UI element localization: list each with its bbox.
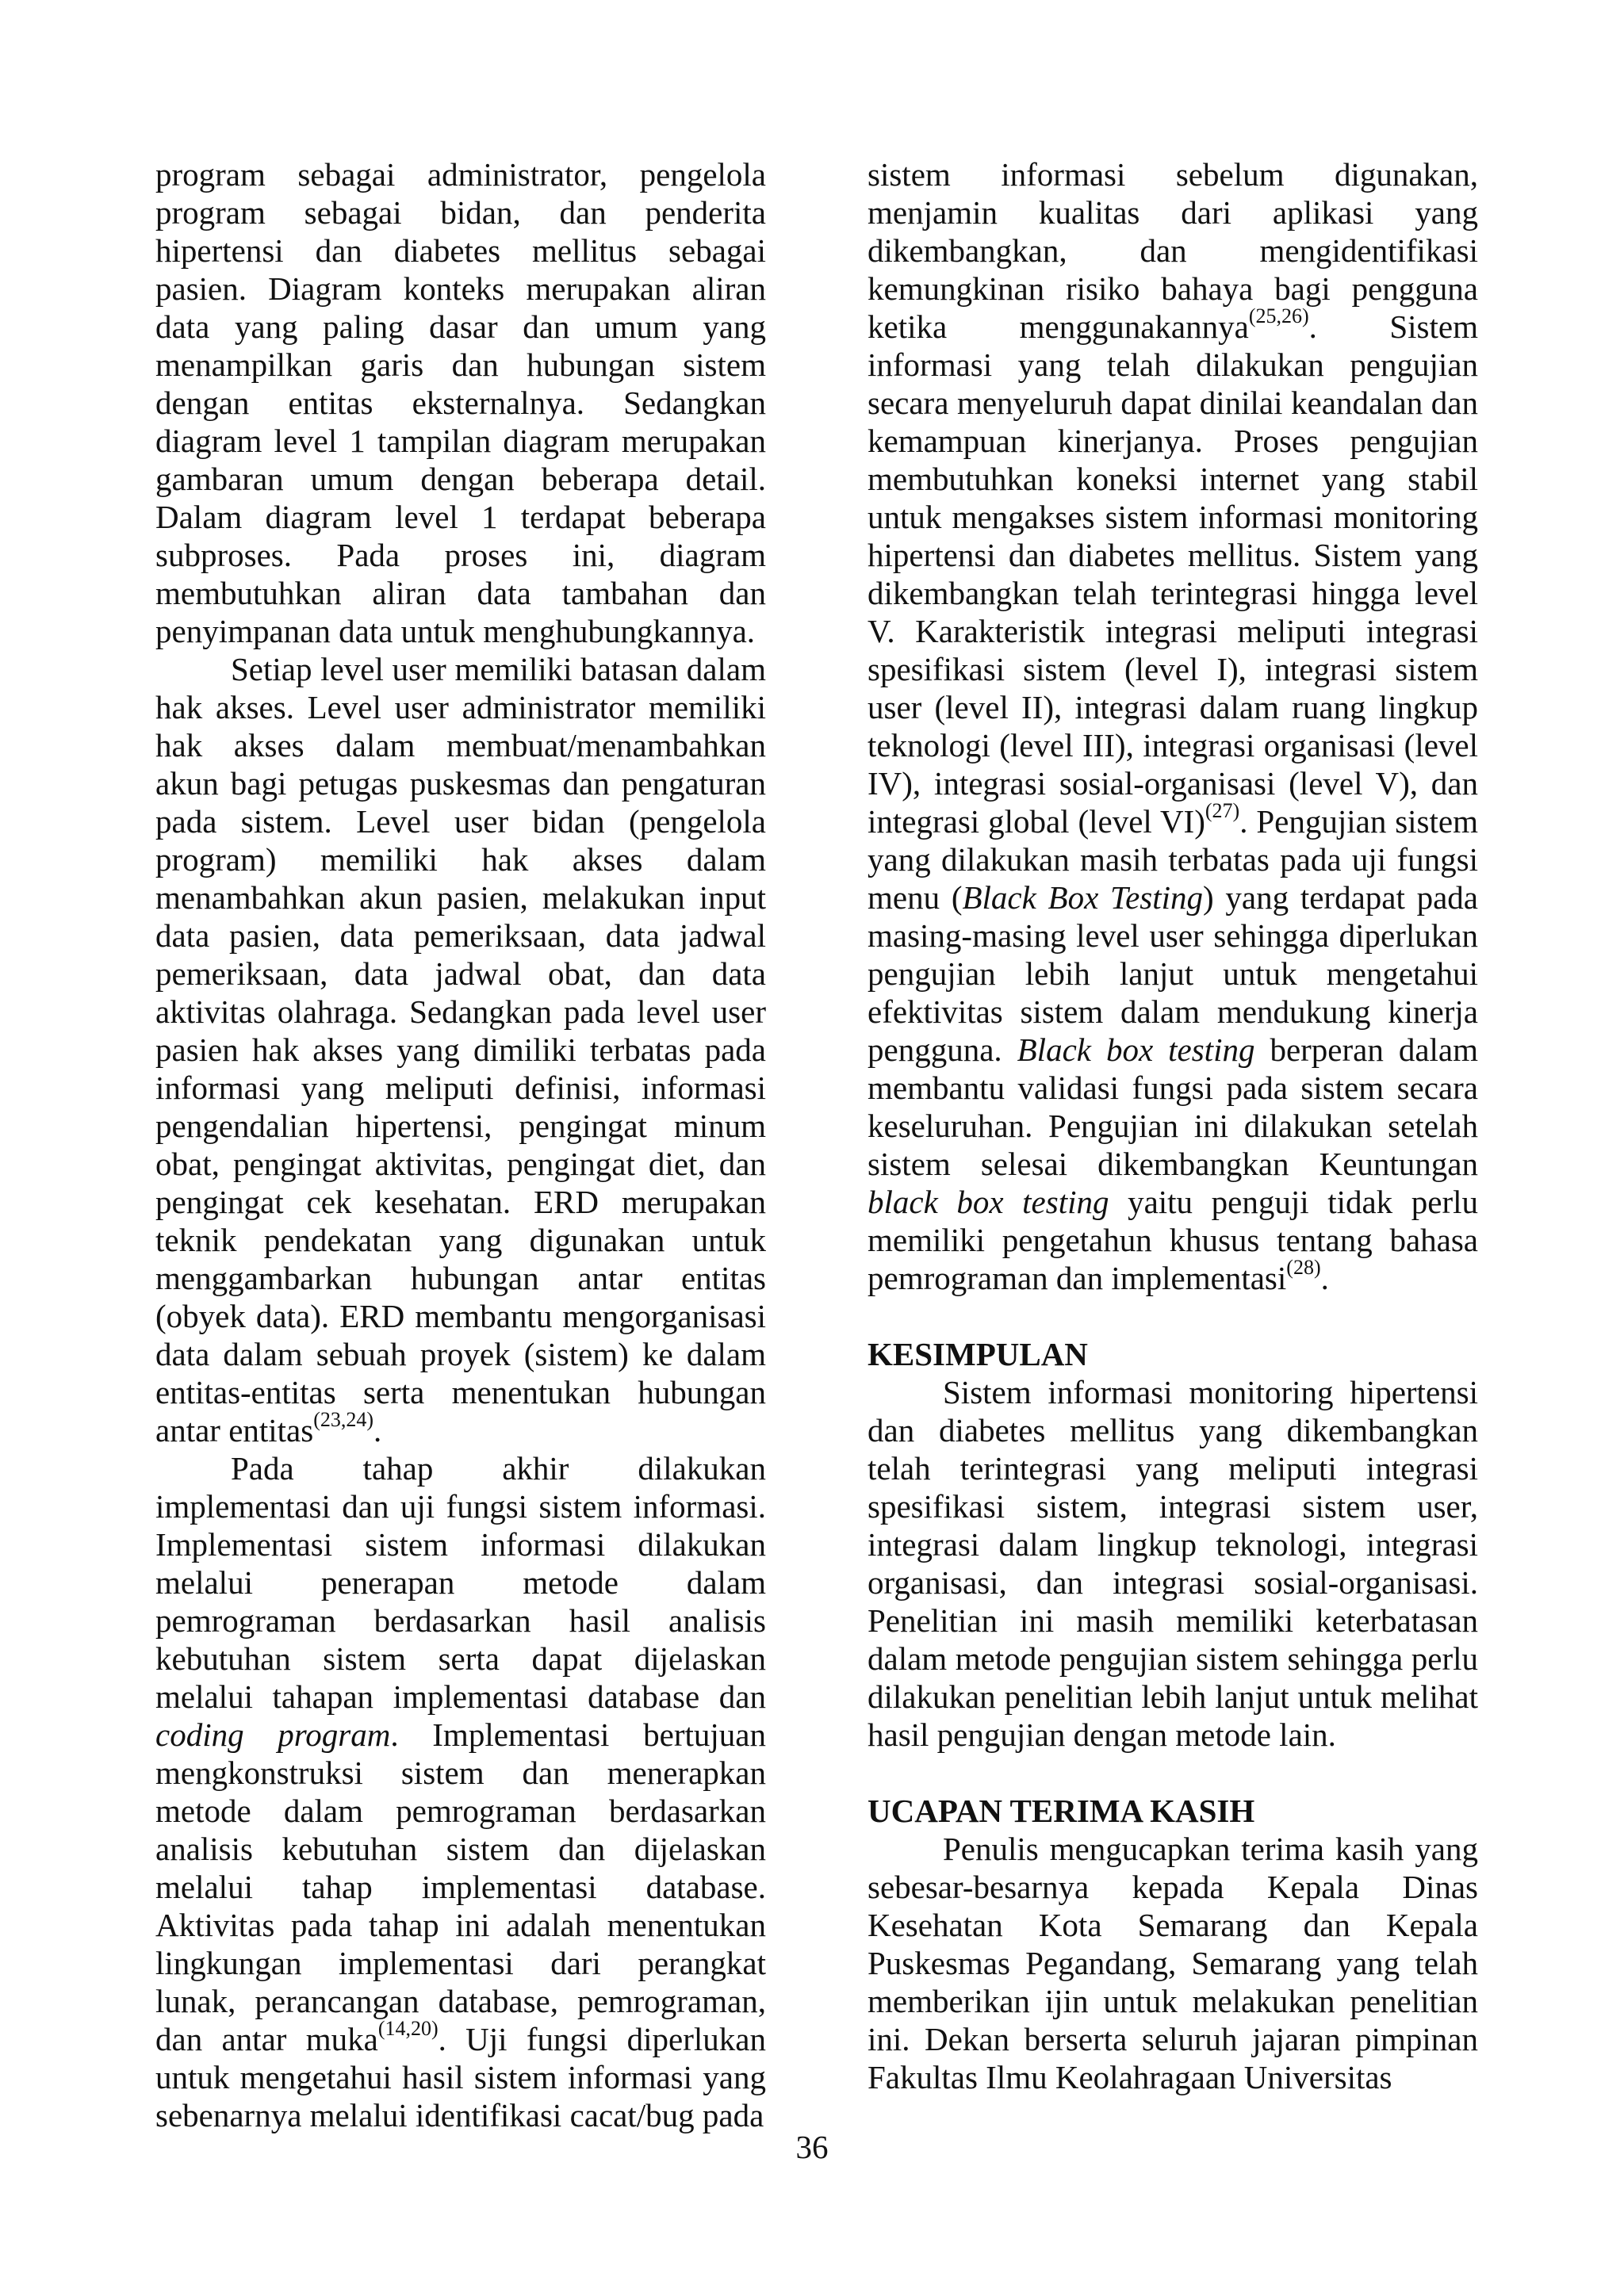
heading-ucapan-terima-kasih: UCAPAN TERIMA KASIH bbox=[868, 1793, 1255, 1829]
italic-term: coding program bbox=[155, 1716, 391, 1753]
paragraph-text: berperan dalam membantu validasi fungsi pada sistem secara keseluruhan. Pengujian ini dilakukan setelah sistem selesai dikembangkan Keuntungan bbox=[868, 1031, 1479, 1182]
italic-term: Black box testing bbox=[1017, 1031, 1255, 1068]
paragraph-text: sistem informasi sebelum digunakan, menjamin kualitas dari aplikasi yang dikembangkan, dan mengidentifikasi kemungkinan risiko bahaya bagi pengguna ketika menggunakannya bbox=[868, 156, 1478, 345]
paragraph-text: . Uji fungsi diperlukan untuk mengetahui hasil sistem informasi yang sebenarnya melalui identifikasi cacat/bug pada bbox=[155, 2021, 766, 2133]
citation: (27) bbox=[1205, 799, 1240, 823]
heading-kesimpulan: KESIMPULAN bbox=[868, 1336, 1088, 1372]
paragraph-diagram-description bbox=[155, 155, 766, 650]
paragraph-text: . Pengujian sistem yang dilakukan masih terbatas pada uji fungsi menu ( bbox=[868, 803, 1478, 916]
paragraph-text: . Sistem informasi yang telah dilakukan pengujian secara menyeluruh dapat dinilai keandalan dan kemampuan kinerjanya. Proses pengujian membutuhkan koneksi internet yang stabil untuk mengakses sistem informasi monitoring hipertensi dan diabetes mellitus. Sistem yang dikembangkan telah terintegrasi hingga level V. Karakteristik integrasi meliputi integrasi spesifikasi sistem (level I), integrasi sistem user (level II), integrasi dalam ruang lingkup teknologi (level III), integrasi organisasi (level IV), integrasi sosial-organisasi (level V), dan integrasi global (level VI) bbox=[868, 308, 1478, 840]
paragraph-text: ) yang terdapat pada masing-masing level user sehingga diperlukan pengujian lebih lanjut untuk mengetahui efektivitas sistem dalam mendukung kinerja pengguna. bbox=[868, 879, 1478, 1068]
citation: (23,24) bbox=[313, 1408, 374, 1432]
paragraph-testing bbox=[868, 155, 1478, 1297]
paragraph-text: Pada tahap akhir dilakukan implementasi dan uji fungsi sistem informasi. Implementasi sistem informasi dilakukan melalui penerapan metode dalam pemrograman berdasarkan hasil analisis kebutuhan sistem serta dapat dijelaskan melalui tahapan implementasi database dan bbox=[155, 1450, 766, 1715]
section-spacer bbox=[868, 1297, 1478, 1335]
page-number: 36 bbox=[795, 2129, 829, 2165]
paragraph-user-levels bbox=[155, 650, 766, 1449]
paragraph-text: yaitu penguji tidak perlu memiliki pengetahun khusus tentang bahasa pemrograman dan implementasi bbox=[868, 1184, 1478, 1296]
left-column bbox=[155, 155, 766, 2134]
paragraph-ucapan: Penulis mengucapkan terima kasih yang sebesar-besarnya kepada Kepala Dinas Kesehatan Kota Semarang dan Kepala Puskesmas Pegandang, Semarang yang telah memberikan ijin untuk melakukan penelitian ini. Dekan berserta seluruh jajaran pimpinan Fakultas Ilmu Keolahragaan Universitas bbox=[868, 1831, 1478, 2095]
paragraph-end: . bbox=[373, 1412, 382, 1448]
section-spacer bbox=[868, 1754, 1478, 1792]
paragraph-text: . Implementasi bertujuan mengkonstruksi sistem dan menerapkan metode dalam pemrograman berdasarkan analisis kebutuhan sistem dan dijelaskan melalui tahap implementasi database. Aktivitas pada tahap ini adalah menentukan lingkungan implementasi dari perangkat lunak, perancangan database, pemrograman, dan antar muka bbox=[155, 1716, 766, 2057]
citation: (25,26) bbox=[1248, 304, 1309, 328]
italic-term: Black Box Testing bbox=[962, 879, 1204, 916]
citation: (14,20) bbox=[377, 2017, 439, 2041]
italic-term: black box testing bbox=[868, 1184, 1109, 1220]
paragraph-implementation bbox=[155, 1449, 766, 2134]
right-column bbox=[868, 155, 1478, 2096]
paragraph-end: . bbox=[1320, 1260, 1329, 1296]
paragraph-text: Setiap level user memiliki batasan dalam hak akses. Level user administrator memiliki hak akses dalam membuat/menambahkan akun bagi petugas puskesmas dan pengaturan pada sistem. Level user bidan (pengelola program) memiliki hak akses dalam menambahkan akun pasien, melakukan input data pasien, data pemeriksaan, data jadwal pemeriksaan, data jadwal obat, dan data aktivitas olahraga. Sedangkan pada level user pasien hak akses yang dimiliki terbatas pada informasi yang meliputi definisi, informasi pengendalian hipertensi, pengingat minum obat, pengingat aktivitas, pengingat diet, dan pengingat cek kesehatan. ERD merupakan teknik pendekatan yang digunakan untuk menggambarkan hubungan antar entitas (obyek data). ERD membantu mengorganisasi data dalam sebuah proyek (sistem) ke dalam entitas-entitas serta menentukan hubungan antar entitas bbox=[155, 651, 766, 1448]
paragraph-kesimpulan: Sistem informasi monitoring hipertensi dan diabetes mellitus yang dikembangkan telah terintegrasi yang meliputi integrasi spesifikasi sistem, integrasi sistem user, integrasi dalam lingkup teknologi, integrasi organisasi, dan integrasi sosial-organisasi. Penelitian ini masih memiliki keterbatasan dalam metode pengujian sistem sehingga perlu dilakukan penelitian lebih lanjut untuk melihat hasil pengujian dengan metode lain. bbox=[868, 1374, 1478, 1753]
citation: (28) bbox=[1286, 1256, 1321, 1280]
paragraph-text: program sebagai administrator, pengelola program sebagai bidan, dan penderita hipertensi dan diabetes mellitus sebagai pasien. Diagram konteks merupakan aliran data yang paling dasar dan umum yang menampilkan garis dan hubungan sistem dengan entitas eksternalnya. Sedangkan diagram level 1 tampilan diagram merupakan gambaran umum dengan beberapa detail. Dalam diagram level 1 terdapat beberapa subproses. Pada proses ini, diagram membutuhkan aliran data tambahan dan penyimpanan data untuk menghubungkannya. bbox=[155, 156, 766, 649]
